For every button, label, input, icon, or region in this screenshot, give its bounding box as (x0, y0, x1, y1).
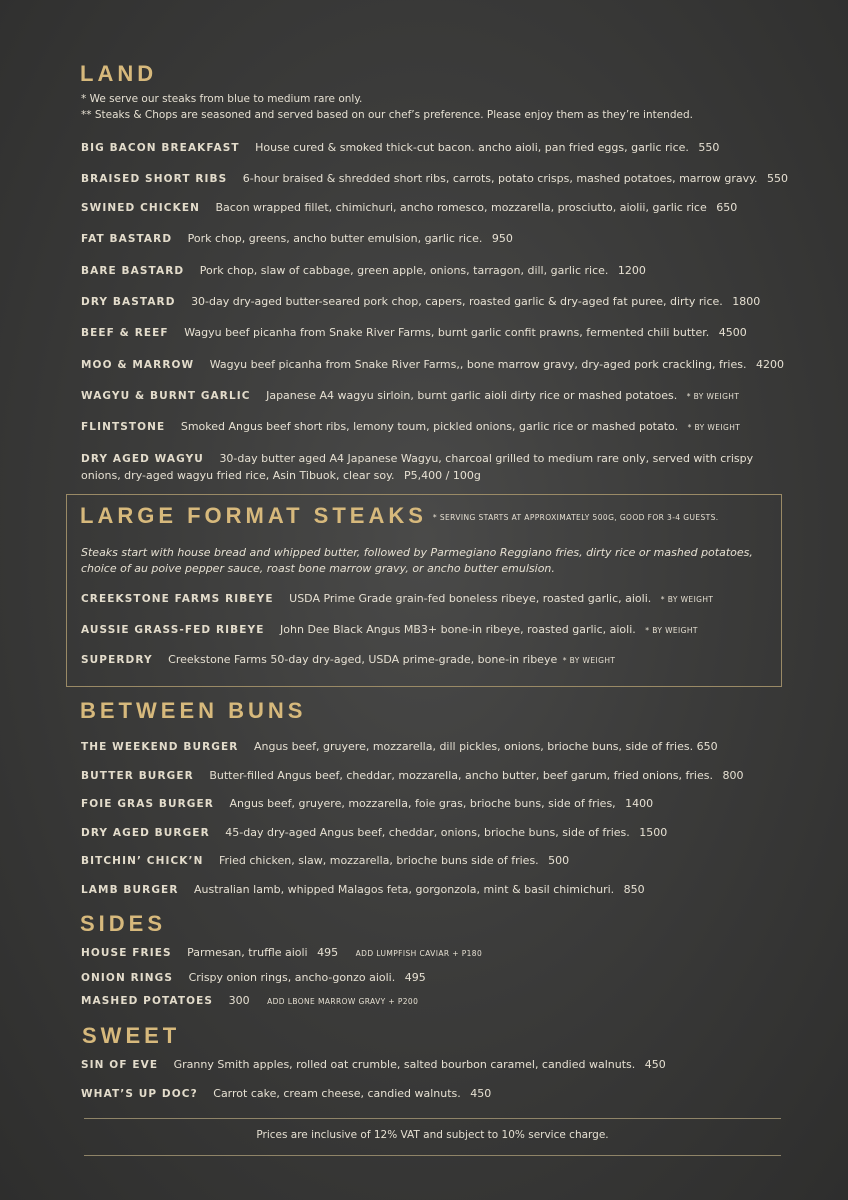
menu-item (81, 768, 781, 785)
item-price: P5,400 / 100g (404, 468, 481, 482)
item-name: DRY AGED WAGYU (81, 453, 204, 465)
item-desc: 45-day dry-aged Angus beef, cheddar, onions, brioche buns, side of fries. (225, 826, 630, 839)
menu-item (81, 231, 781, 248)
item-price: * BY WEIGHT (645, 626, 698, 635)
item-name: FOIE GRAS BURGER (81, 798, 214, 810)
item-price: 1400 (625, 797, 654, 810)
item-desc: Crispy onion rings, ancho-gonzo aioli. (188, 971, 396, 984)
item-desc: Parmesan, truffle aioli (187, 946, 308, 959)
item-name: MOO & MARROW (81, 359, 195, 371)
item-price: 650 (716, 201, 738, 214)
item-name: HOUSE FRIES (81, 947, 172, 959)
item-price: 1200 (617, 264, 646, 277)
menu-item (81, 200, 781, 217)
item-price: * BY WEIGHT (660, 595, 714, 604)
item-name: LAMB BURGER (81, 884, 179, 896)
item-price: 1800 (732, 295, 761, 308)
section-title-land: LAND (80, 61, 158, 86)
item-name: BIG BACON BREAKFAST (81, 142, 240, 154)
item-name: SIN OF EVE (81, 1059, 159, 1071)
item-desc: Angus beef, gruyere, mozzarella, foie gras, brioche buns, side of fries, (229, 797, 616, 810)
item-name: THE WEEKEND BURGER (81, 741, 239, 753)
item-price: 850 (623, 883, 645, 896)
menu-item (81, 263, 781, 280)
menu-item (81, 796, 781, 813)
item-name: MASHED POTATOES (81, 995, 214, 1007)
menu-item (81, 739, 781, 756)
item-name: BITCHIN’ CHICK’N (81, 855, 204, 867)
item-name: BRAISED SHORT RIBS (81, 173, 228, 185)
footer-note: Prices are inclusive of 12% VAT and subject to 10% service charge. (256, 1129, 609, 1141)
item-desc: Granny Smith apples, rolled oat crumble, salted bourbon caramel, candied walnuts. (173, 1058, 636, 1071)
item-desc: House cured & smoked thick-cut bacon. ancho aioli, pan fried eggs, garlic rice. (255, 141, 689, 154)
item-desc: Pork chop, greens, ancho butter emulsion, garlic rice. (187, 232, 483, 245)
item-price: 4500 (718, 326, 747, 339)
item-price: 495 (317, 946, 339, 959)
item-desc: Carrot cake, cream cheese, candied walnuts. (213, 1087, 461, 1100)
item-price: 550 (767, 172, 789, 185)
item-name: ONION RINGS (81, 972, 174, 984)
menu-item (81, 171, 789, 188)
item-name: FAT BASTARD (81, 233, 173, 245)
footer-divider-bottom (84, 1155, 781, 1156)
menu-item (81, 993, 781, 1010)
item-desc: Fried chicken, slaw, mozzarella, brioche buns side of fries. (219, 854, 539, 867)
section-title-sweet: SWEET (82, 1023, 181, 1048)
section-title-large-format (80, 503, 719, 529)
item-price: 450 (470, 1087, 492, 1100)
menu-item (81, 294, 781, 311)
item-addon: ADD LBONE MARROW GRAVY + P200 (267, 997, 419, 1006)
item-name: BARE BASTARD (81, 265, 185, 277)
large-format-subnote: * SERVING STARTS AT APPROXIMATELY 500G, GOOD FOR 3-4 GUESTS. (432, 512, 719, 522)
item-name: SWINED CHICKEN (81, 202, 200, 214)
menu-item (81, 357, 784, 374)
item-name: CREEKSTONE FARMS RIBEYE (81, 593, 274, 605)
land-note-1: * We serve our steaks from blue to medium rare only. (81, 93, 363, 105)
large-format-description: Steaks start with house bread and whipped butter, followed by Parmegiano Reggiano fries, dirty rice or mashed potatoes, choice of au poive pepper sauce, roast bone marrow gravy, or ancho butter emulsion. (81, 546, 753, 575)
item-desc: Smoked Angus beef short ribs, lemony toum, pickled onions, garlic rice or mashed potato. (180, 420, 679, 433)
item-price: * BY WEIGHT (562, 656, 616, 665)
item-name: BUTTER BURGER (81, 770, 194, 782)
menu-item (81, 140, 781, 157)
land-note-2: ** Steaks & Chops are seasoned and served based on our chef’s preference. Please enjoy them as they’re intended. (81, 109, 693, 121)
menu-item (81, 945, 781, 962)
item-price: 1500 (639, 826, 668, 839)
item-desc: USDA Prime Grade grain-fed boneless ribeye, roasted garlic, aioli. (289, 592, 652, 605)
item-name: SUPERDRY (81, 654, 153, 666)
item-desc: Angus beef, gruyere, mozzarella, dill pickles, onions, brioche buns, side of fries. (253, 740, 694, 753)
menu-item (81, 1086, 781, 1103)
item-price: 500 (548, 854, 570, 867)
item-price: 550 (698, 141, 720, 154)
menu-item (81, 591, 781, 608)
section-title-between-buns: BETWEEN BUNS (80, 698, 307, 723)
item-price: 800 (722, 769, 744, 782)
item-desc: Bacon wrapped fillet, chimichuri, ancho romesco, mozzarella, prosciutto, aiolii, garlic rice (215, 201, 707, 214)
item-desc: Butter-filled Angus beef, cheddar, mozzarella, ancho butter, beef garum, fried onions, fries. (209, 769, 713, 782)
item-name: AUSSIE GRASS-FED RIBEYE (81, 624, 265, 636)
item-name: BEEF & REEF (81, 327, 169, 339)
item-desc: Wagyu beef picanha from Snake River Farms, burnt garlic confit prawns, fermented chili butter. (184, 326, 710, 339)
section-title-sides: SIDES (80, 911, 167, 936)
large-format-title: LARGE FORMAT STEAKS (80, 503, 427, 528)
menu-item (81, 970, 781, 987)
item-name: DRY BASTARD (81, 296, 176, 308)
item-name: DRY AGED BURGER (81, 827, 210, 839)
item-name: WHAT’S UP DOC? (81, 1088, 198, 1100)
item-desc: 30-day dry-aged butter-seared pork chop, capers, roasted garlic & dry-aged fat puree, dirty rice. (191, 295, 723, 308)
item-name: FLINTSTONE (81, 421, 166, 433)
menu-item (81, 853, 781, 870)
menu-item (81, 325, 781, 342)
item-price: 950 (491, 232, 513, 245)
item-addon: ADD LUMPFISH CAVIAR + P180 (355, 949, 483, 958)
item-price: 650 (696, 740, 718, 753)
item-desc: Pork chop, slaw of cabbage, green apple, onions, tarragon, dill, garlic rice. (199, 264, 609, 277)
item-desc: 30-day butter aged A4 Japanese Wagyu, charcoal grilled to medium rare only, served with crispy onions, dry-aged wagyu fried rice, Asin Tibuok, clear soy. (81, 452, 754, 482)
menu-item (81, 882, 781, 899)
item-desc: Japanese A4 wagyu sirloin, burnt garlic aioli dirty rice or mashed potatoes. (266, 389, 678, 402)
item-desc: John Dee Black Angus MB3+ bone-in ribeye, roasted garlic, aioli. (280, 623, 636, 636)
menu-item (81, 419, 781, 436)
item-desc: Wagyu beef picanha from Snake River Farms,, bone marrow gravy, dry-aged pork crackling, fries. (209, 358, 747, 371)
item-price: 495 (404, 971, 426, 984)
item-price: 450 (644, 1058, 666, 1071)
item-desc: Creekstone Farms 50-day dry-aged, USDA prime-grade, bone-in ribeye (168, 653, 558, 666)
item-desc: 6-hour braised & shredded short ribs, carrots, potato crisps, mashed potatoes, marrow gravy. (242, 172, 758, 185)
item-price: * BY WEIGHT (687, 423, 741, 432)
footer-divider-top (84, 1118, 781, 1119)
menu-item (81, 825, 781, 842)
item-price: 300 (228, 994, 250, 1007)
menu-item (81, 388, 781, 405)
menu-item (81, 652, 781, 669)
item-desc: Australian lamb, whipped Malagos feta, gorgonzola, mint & basil chimichuri. (194, 883, 615, 896)
menu-item (81, 622, 781, 639)
item-price: 4200 (755, 358, 784, 371)
menu-item (81, 1057, 781, 1074)
item-price: * BY WEIGHT (686, 392, 740, 401)
item-name: WAGYU & BURNT GARLIC (81, 390, 251, 402)
menu-item (81, 451, 781, 483)
